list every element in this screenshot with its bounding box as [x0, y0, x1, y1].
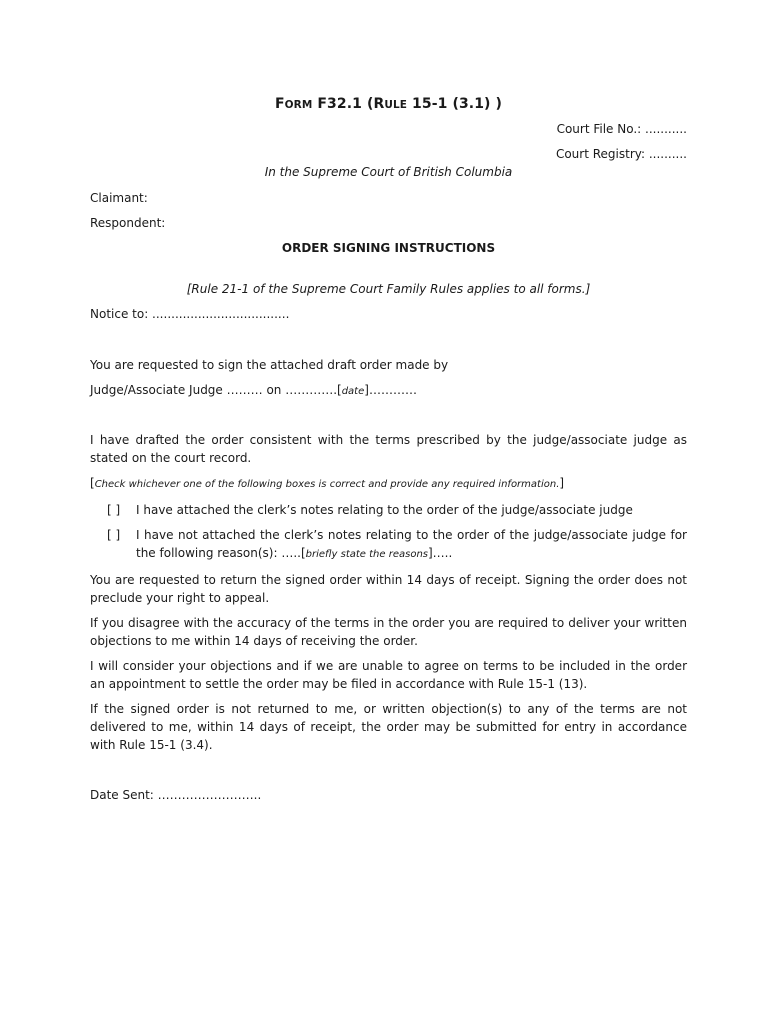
bracket-close: ] [559, 476, 565, 490]
checkbox-not-attached[interactable]: [ ] [107, 528, 121, 542]
checkbox-not-attached-suffix: ]….. [428, 546, 453, 560]
disagree-paragraph: If you disagree with the accuracy of the terms in the order you are required to deliver your written objections to me within 14 days of receiving the order. [90, 616, 687, 648]
reasons-placeholder: briefly state the reasons [305, 549, 428, 560]
date-placeholder: date [341, 386, 365, 397]
form-title-number: F32.1 ( [312, 96, 374, 112]
request-sign-line: You are requested to sign the attached draft order made by [90, 358, 449, 372]
form-title-rule-smallcaps: ULE [384, 99, 408, 111]
checkbox-not-attached-label [136, 526, 687, 564]
bracket-open: [ [90, 476, 95, 490]
court-registry: Court Registry: .......... [555, 147, 687, 161]
judge-date-suffix: ]………… [364, 383, 417, 397]
court-name: In the Supreme Court of British Columbia [264, 165, 513, 179]
form-title-rule-number: 15-1 (3.1) ) [407, 96, 503, 112]
judge-date-line [90, 381, 687, 401]
form-title-smallcaps: ORM [284, 99, 313, 111]
not-returned-paragraph: If the signed order is not returned to me, or written objection(s) to any of the terms are not delivered to me, within 14 days of receipt, the order may be submitted for entry in accordance with Rule 15-1 (3.4). [90, 702, 687, 752]
form-title-initial: F [274, 96, 285, 112]
checkbox-instruction [90, 474, 687, 494]
document-body [90, 95, 687, 804]
checkbox-option-attached [90, 501, 687, 519]
checkbox-attached-label: I have attached the clerk’s notes relating to the order of the judge/associate judge [136, 503, 633, 517]
date-sent: Date Sent: …………………….. [90, 788, 262, 802]
checkbox-instruction-text: Check whichever one of the following boxes is correct and provide any required information. [94, 479, 560, 490]
checkbox-option-not-attached [90, 526, 687, 564]
notice-to: Notice to: .................................... [90, 307, 290, 321]
checkbox-not-attached-text: I have not attached the clerk’s notes relating to the order of the judge/associate judge for the following reason(s): …..[ [136, 528, 687, 560]
claimant-label: Claimant: [90, 191, 148, 205]
drafted-paragraph: I have drafted the order consistent with the terms prescribed by the judge/associate judge as stated on the court record. [90, 433, 687, 465]
court-file-number: Court File No.: ........... [556, 122, 687, 136]
form-title-rule-initial: R [373, 96, 385, 112]
return-paragraph: You are requested to return the signed order within 14 days of receipt. Signing the order does not preclude your right to appeal. [90, 573, 687, 605]
consider-paragraph: I will consider your objections and if we are unable to agree on terms to be included in the order an appointment to settle the order may be filed in accordance with Rule 15-1 (13). [90, 659, 687, 691]
checkbox-attached[interactable]: [ ] [107, 503, 121, 517]
form-title [90, 95, 687, 114]
rule-note: [Rule 21-1 of the Supreme Court Family Rules applies to all forms.] [186, 282, 591, 296]
document-heading: ORDER SIGNING INSTRUCTIONS [281, 241, 496, 255]
respondent-label: Respondent: [90, 216, 166, 230]
judge-date-prefix: Judge/Associate Judge ……… on ………….[ [90, 383, 342, 397]
